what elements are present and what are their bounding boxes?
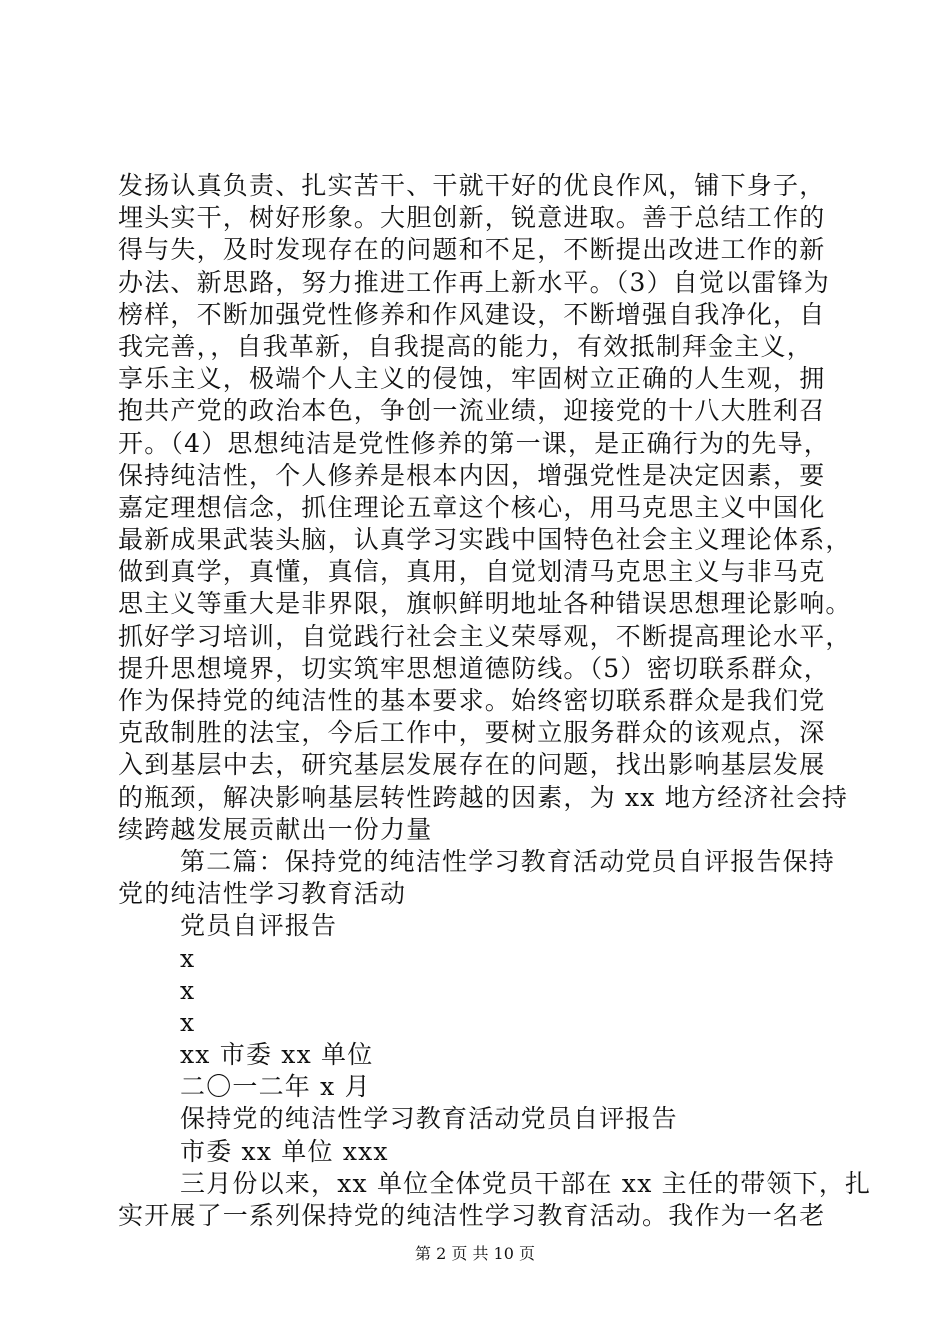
text-line: 思主义等重大是非界限，旗帜鲜明地址各种错误思想理论影响。 xyxy=(118,589,852,619)
text-line: 的瓶颈，解决影响基层转性跨越的因素，为 xx 地方经济社会持 xyxy=(118,782,849,812)
text-line: 做到真学，真懂，真信，真用，自觉划清马克思主义与非马克 xyxy=(118,557,826,587)
placeholder-line: x xyxy=(180,1007,196,1037)
text-line: 最新成果武装头脑，认真学习实践中国特色社会主义理论体系， xyxy=(118,525,852,555)
text-line: 提升思想境界，切实筑牢思想道德防线。（5）密切联系群众， xyxy=(118,653,831,683)
placeholder-line: x xyxy=(180,943,196,973)
placeholder-line: x xyxy=(180,975,196,1005)
text-line: 三月份以来，xx 单位全体党员干部在 xx 主任的带领下，扎 xyxy=(180,1168,872,1198)
text-line: 抓好学习培训，自觉践行社会主义荣辱观，不断提高理论水平， xyxy=(118,621,852,651)
text-line: 嘉定理想信念，抓住理论五章这个核心，用马克思主义中国化 xyxy=(118,492,826,522)
date-line: 二〇一二年 x 月 xyxy=(180,1072,371,1102)
text-line: 我完善，，自我革新，自我提高的能力，有效抵制拜金主义， xyxy=(118,331,813,361)
report-title-line: 党员自评报告 xyxy=(180,911,338,941)
text-line: 克敌制胜的法宝，今后工作中，要树立服务群众的该观点，深 xyxy=(118,718,826,748)
page-number-footer: 第 2 页 共 10 页 xyxy=(415,1244,535,1263)
text-line: 享乐主义，极端个人主义的侵蚀，牢固树立正确的人生观，拥 xyxy=(118,364,826,394)
text-line: 发扬认真负责、扎实苦干、干就干好的优良作风，铺下身子， xyxy=(118,171,826,200)
text-line: 榜样，不断加强党性修养和作风建设，不断增强自我净化，自 xyxy=(118,299,826,329)
text-line: 入到基层中去，研究基层发展存在的问题，找出影响基层发展 xyxy=(118,750,826,780)
text-line: 作为保持党的纯洁性的基本要求。始终密切联系群众是我们党 xyxy=(118,686,826,715)
text-line: 开。（4）思想纯洁是党性修养的第一课，是正确行为的先导， xyxy=(118,428,831,458)
document-body xyxy=(118,170,872,1232)
text-line: 抱共产党的政治本色，争创一流业绩，迎接党的十八大胜利召 xyxy=(118,396,826,426)
section-heading-line: 党的纯洁性学习教育活动 xyxy=(118,879,407,909)
text-line: 得与失，及时发现存在的问题和不足，不断提出改进工作的新 xyxy=(118,235,826,265)
report-title-line: 保持党的纯洁性学习教育活动党员自评报告 xyxy=(180,1104,678,1134)
text-line: 续跨越发展贡献出一份力量 xyxy=(118,814,433,844)
text-line: 保持纯洁性，个人修养是根本内因，增强党性是决定因素，要 xyxy=(118,460,826,490)
text-line: 实开展了一系列保持党的纯洁性学习教育活动。我作为一名老 xyxy=(118,1201,826,1230)
text-line: 埋头实干，树好形象。大胆创新，锐意进取。善于总结工作的 xyxy=(118,203,826,233)
organization-line: xx 市委 xx 单位 xyxy=(180,1040,374,1070)
section-heading-line: 第二篇：保持党的纯洁性学习教育活动党员自评报告保持 xyxy=(180,846,836,876)
author-line: 市委 xx 单位 xxx xyxy=(180,1136,389,1166)
text-line: 办法、新思路，努力推进工作再上新水平。（3）自觉以雷锋为 xyxy=(118,267,831,297)
